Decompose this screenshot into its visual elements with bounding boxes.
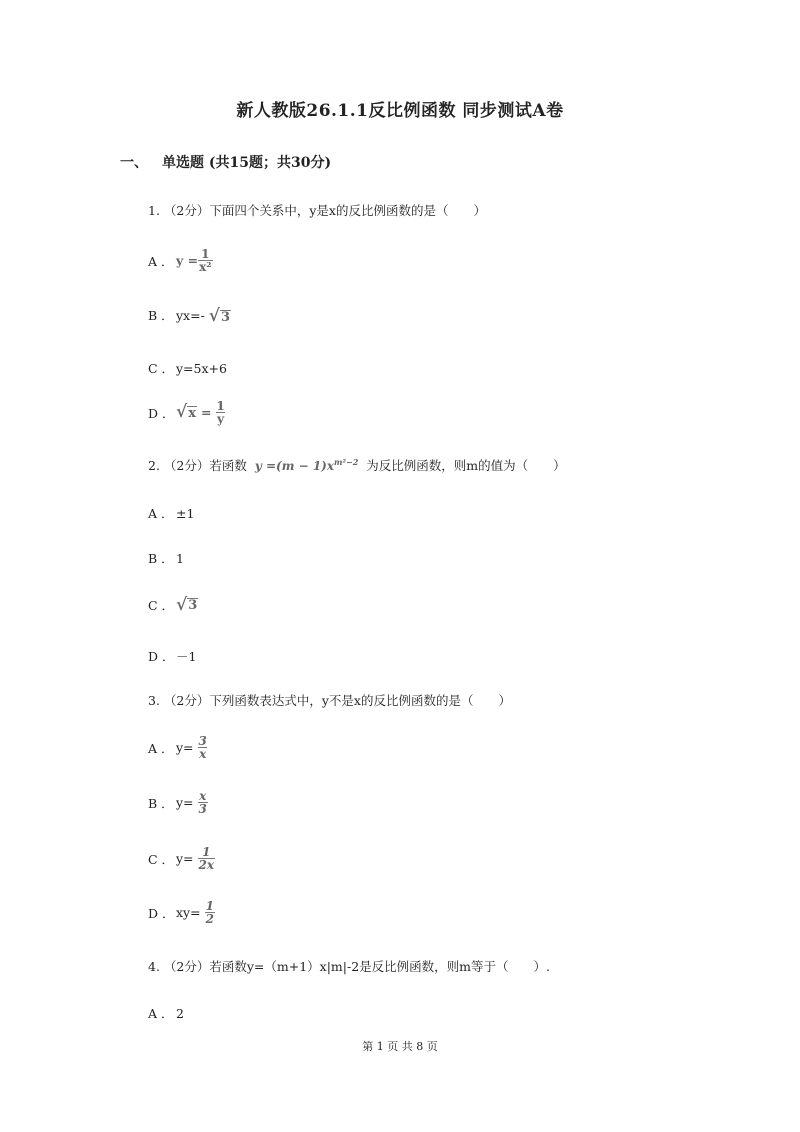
sqrt-symbol: √ 3	[208, 306, 231, 326]
numerator: 1	[202, 845, 211, 859]
option-text: －1	[176, 649, 197, 664]
option-text: 2	[176, 1006, 184, 1021]
question-3-option-d	[148, 900, 215, 925]
question-3-stem: 3. （2分）下列函数表达式中，y不是x的反比例函数的是（ ）	[148, 693, 511, 708]
question-1-stem: 1. （2分）下面四个关系中，y是x的反比例函数的是（ ）	[148, 203, 486, 218]
fraction	[215, 400, 225, 425]
section-heading	[120, 152, 331, 172]
option-label: C ．	[148, 598, 175, 613]
question-2-option-b	[148, 549, 184, 567]
question-1-option-d	[148, 400, 226, 425]
sqrt-symbol: √ x	[176, 402, 196, 422]
option-text: y=5x+6	[176, 361, 227, 376]
numerator: 3	[198, 734, 207, 748]
fraction	[198, 790, 208, 815]
inline-equation	[255, 459, 358, 473]
question-4-stem: 4. （2分）若函数y=（m+1）x|m|-2是反比例函数，则m等于（ ）.	[148, 959, 550, 974]
equation-lhs: y =	[176, 253, 199, 268]
option-text: y=	[176, 851, 194, 866]
sqrt-symbol: √ 3	[176, 594, 198, 615]
question-2-stem	[148, 456, 566, 474]
question-2-option-a	[148, 504, 194, 522]
question-3-option-c	[148, 846, 215, 871]
denominator: 3	[198, 802, 207, 816]
section-label: 单选题 (共15题；共30分)	[162, 155, 332, 171]
fraction	[198, 846, 216, 871]
option-label: A ．	[148, 740, 174, 756]
radicand: 3	[188, 598, 198, 614]
stem-suffix: 为反比例函数，则m的值为（ ）	[366, 458, 566, 473]
option-text: 1	[176, 551, 184, 566]
question-3-option-b	[148, 790, 208, 815]
equals-sign: =	[200, 405, 212, 420]
section-number: 一、	[120, 155, 148, 171]
option-label: C ．	[148, 361, 175, 376]
option-text: xy=	[176, 905, 201, 920]
question-1-option-a	[148, 248, 213, 273]
numerator: 1	[201, 247, 210, 261]
denominator: y	[217, 412, 225, 426]
equation-main: y =(m − 1)x	[254, 459, 335, 473]
stem-prefix: 2. （2分）若函数	[148, 458, 247, 473]
numerator: 1	[216, 399, 225, 413]
option-label: B ．	[148, 551, 174, 566]
equation-exponent: m²−2	[334, 457, 359, 467]
question-1-option-c	[148, 359, 227, 377]
option-label: D ．	[148, 649, 175, 664]
radicand: 3	[220, 309, 231, 325]
fraction	[205, 900, 215, 925]
fraction	[198, 735, 208, 760]
question-1-option-b	[148, 306, 231, 325]
question-4-option-a	[148, 1004, 184, 1022]
option-label: A ．	[148, 506, 174, 521]
denominator: x	[199, 747, 207, 761]
question-3-option-a	[148, 735, 208, 760]
option-text: ±1	[176, 506, 195, 521]
option-label: A ．	[148, 253, 174, 269]
question-2-option-c	[148, 596, 198, 614]
option-label: B ．	[148, 795, 174, 811]
option-label: B ．	[148, 308, 174, 323]
fraction	[198, 248, 212, 273]
numerator: x	[199, 789, 207, 803]
question-2-option-d	[148, 647, 196, 665]
option-label: D ．	[148, 405, 175, 421]
page-title: 新人教版26.1.1反比例函数 同步测试A卷	[236, 101, 564, 121]
option-label: C ．	[148, 851, 175, 867]
option-text: yx=-	[176, 308, 205, 323]
denominator: x²	[199, 260, 212, 274]
page-footer: 第 1 页 共 8 页	[362, 1040, 438, 1053]
denominator: 2	[205, 912, 214, 926]
option-text: y=	[176, 795, 194, 810]
radicand: x	[188, 405, 196, 421]
option-label: A ．	[148, 1006, 174, 1021]
option-text: y=	[176, 740, 194, 755]
option-label: D ．	[148, 905, 175, 921]
numerator: 1	[205, 899, 214, 913]
denominator: 2x	[198, 858, 215, 872]
